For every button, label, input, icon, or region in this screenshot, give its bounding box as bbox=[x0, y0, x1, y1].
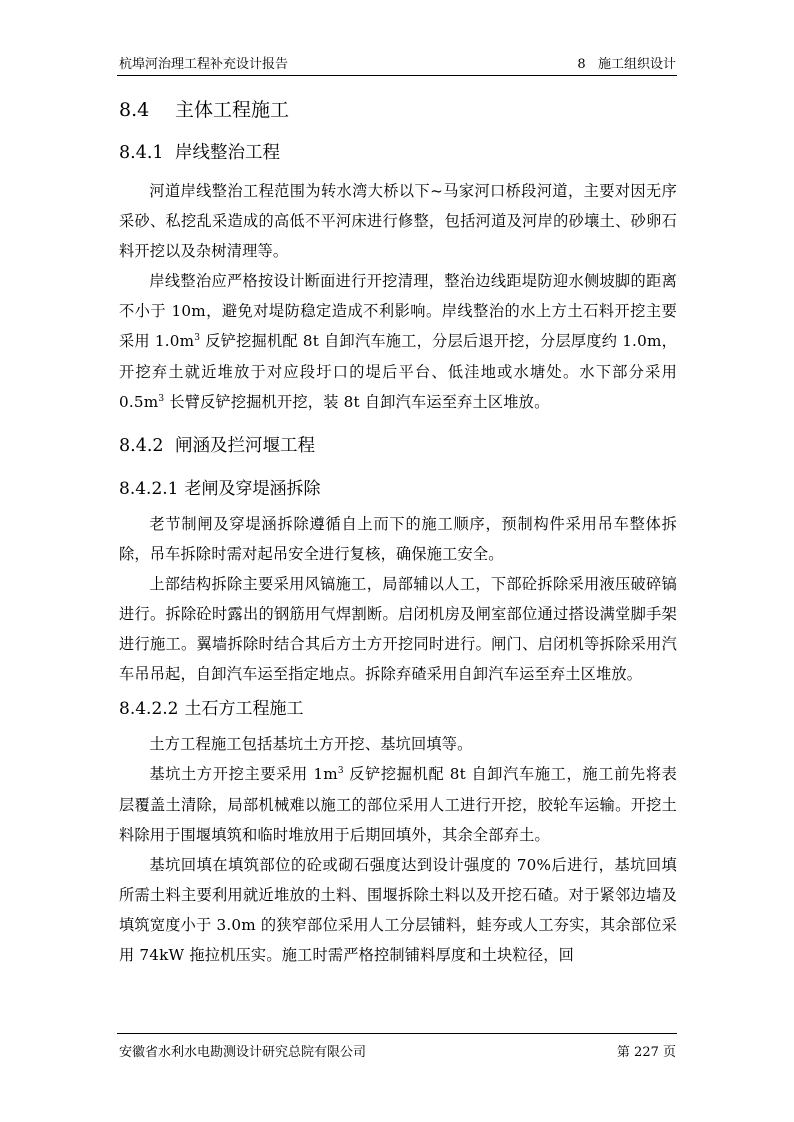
section-title: 岸线整治工程 bbox=[175, 143, 280, 163]
paragraph: 老节制闸及穿堤涵拆除遵循自上而下的施工顺序，预制构件采用吊车整体拆除，吊车拆除时需对起吊安全进行复核，确保施工安全。 bbox=[119, 514, 677, 563]
paragraph: 基坑土方开挖主要采用 $1m^3$ 反铲挖掘机配 8t 自卸汽车施工，施工前先将表层覆盖土清除，局部机械难以施工的部位采用人工进行开挖，胶轮车运输。开挖土料除用于围堰填筑和临时堆放用于后期回填外，其余全部弃土。 bbox=[119, 765, 677, 844]
header-rule bbox=[117, 75, 677, 76]
section-heading-8-4-2-2 bbox=[119, 689, 677, 729]
section-number: 8.4.2.2 bbox=[119, 699, 179, 720]
section-number: 8.4 bbox=[119, 99, 150, 121]
paragraph: 基坑回填在填筑部位的砼或砌石强度达到设计强度的 70%后进行，基坑回填所需土料主要利用就近堆放的土料、围堰拆除土料以及开挖石碴。对于紧邻边墙及填筑宽度小于 3.0m 的狭窄部位采用人工分层铺料，蛙夯或人工夯实，其余部位采用 74kW 拖拉机压实。施工时需严格控制铺料厚度和土块粒径，回 bbox=[119, 855, 677, 964]
section-heading-8-4-1 bbox=[119, 130, 677, 176]
paragraph: 土方工程施工包括基坑土方开挖、基坑回填等。 bbox=[149, 735, 473, 754]
header-chapter: 8 施工组织设计 bbox=[577, 57, 676, 72]
document-body bbox=[119, 90, 677, 970]
section-heading-8-4-2-1 bbox=[119, 469, 677, 509]
superscript: 3 bbox=[337, 766, 344, 777]
footer-rule bbox=[117, 1033, 677, 1034]
section-number: 8.4.2.1 bbox=[119, 478, 179, 499]
superscript: 3 bbox=[158, 393, 165, 404]
section-title: 老闸及穿堤涵拆除 bbox=[184, 478, 321, 499]
section-heading-8-4-2 bbox=[119, 423, 677, 469]
section-title: 闸涵及拦河堰工程 bbox=[175, 435, 315, 456]
paragraph: 河道岸线整治工程范围为转水湾大桥以下~马家河口桥段河道，主要对因无序采砂、私挖乱采造成的高低不平河床进行修整，包括河道及河岸的砂壤土、砂卵石料开挖以及杂树清理等。 bbox=[119, 182, 677, 261]
header-report-title: 杭埠河治理工程补充设计报告 bbox=[119, 57, 289, 72]
superscript: 3 bbox=[194, 333, 201, 344]
paragraph: 上部结构拆除主要采用风镐施工，局部辅以人工，下部砼拆除采用液压破碎镐进行。拆除砼时露出的钢筋用气焊割断。启闭机房及闸室部位通过搭设满堂脚手架进行施工。翼墙拆除时结合其后方土方开挖同时进行。闸门、启闭机等拆除采用汽车吊吊起，自卸汽车运至指定地点。拆除弃碴采用自卸汽车运至弃土区堆放。 bbox=[119, 574, 677, 684]
page-number: 第 227 页 bbox=[616, 1045, 676, 1060]
section-title: 主体工程施工 bbox=[175, 99, 290, 121]
section-number: 8.4.2 bbox=[119, 435, 164, 456]
section-heading-8-4 bbox=[119, 90, 677, 130]
section-number: 8.4.1 bbox=[119, 143, 164, 163]
footer-organization: 安徽省水利水电勘测设计研究总院有限公司 bbox=[119, 1045, 367, 1060]
section-title: 土石方工程施工 bbox=[184, 699, 304, 720]
paragraph: 岸线整治应严格按设计断面进行开挖清理，整治边线距堤防迎水侧坡脚的距离不小于 10m，避免对堤防稳定造成不利影响。岸线整治的水上方土石料开挖主要采用 $1.0m^3$ 反铲挖掘机配 8t 自卸汽车施工，分层后退开挖，分层厚度约 1.0m，开挖弃土就近堆放于对应段圩口的堤后平台、低洼地或水塘处。水下部分采用 $0.5m^3$ 长臂反铲挖掘机开挖，装 8t 自卸汽车运至弃土区堆放。 bbox=[119, 272, 677, 411]
